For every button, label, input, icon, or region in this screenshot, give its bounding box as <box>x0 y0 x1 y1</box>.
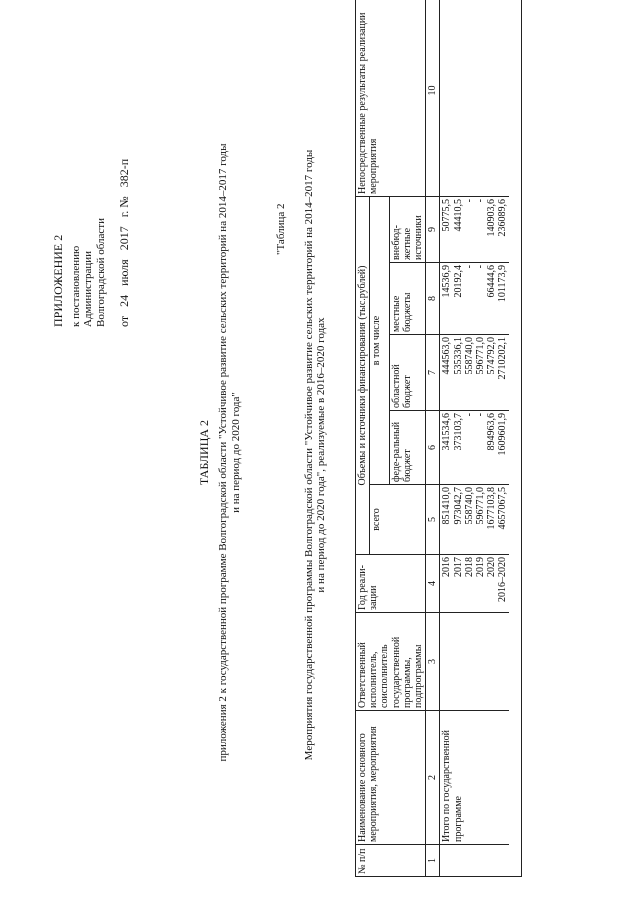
table-cell-value: 44410,5 <box>452 199 464 232</box>
date-day: 24 <box>116 294 131 307</box>
column-number: 7 <box>426 335 440 411</box>
table-cell-value: - <box>463 413 475 417</box>
table-heading <box>198 20 242 885</box>
table-cell-value: 373103,7 <box>452 413 464 451</box>
decree-date-line <box>118 27 132 327</box>
header-num: № п/п <box>356 845 426 877</box>
decree-number: 382-п <box>116 158 131 188</box>
financing-table <box>355 0 522 877</box>
row-results-cell <box>440 0 510 197</box>
column-number: 1 <box>426 845 440 877</box>
table-cell-value: 1609601,9 <box>497 413 509 456</box>
date-year: 2017 <box>116 226 131 251</box>
table-cell-value: - <box>474 199 486 203</box>
table-cell-value: 20192,4 <box>452 265 464 298</box>
table-cell-value: 1677103,8 <box>486 487 498 530</box>
appendix-line: Волгоградской области <box>95 218 108 327</box>
table-cell-value: 596771,0 <box>474 337 486 375</box>
table-cell-value: 444563,0 <box>441 337 453 375</box>
table-cell-value: 140903,6 <box>486 199 498 237</box>
column-number: 10 <box>426 0 440 197</box>
column-number-row <box>426 0 440 877</box>
date-month: июля <box>116 259 131 286</box>
appendix-line: к постановлению <box>69 245 82 327</box>
activities-heading-line: Мероприятия государственной программы Волгоградской области "Устойчивое развитие сельских территорий на 2014–2017 годы <box>303 149 315 761</box>
table-cell-value: 574792,0 <box>486 337 498 375</box>
table-cell-value: 851410,0 <box>441 487 453 525</box>
table-cell-value: 2020 <box>486 557 498 577</box>
table-cell-value: 2017 <box>452 557 464 577</box>
header-total: всего <box>370 485 426 555</box>
column-number: 9 <box>426 197 440 263</box>
row-executor-cell <box>440 613 510 711</box>
table-heading-line: и на период до 2020 года" <box>229 392 242 513</box>
header-federal: феде-ральный бюджет <box>389 411 426 485</box>
table-cell-value: 2019 <box>474 557 486 577</box>
header-results: Непосредственные результаты реализации мероприятия <box>356 0 426 197</box>
header-regional: областной бюджет <box>389 335 426 411</box>
table-cell-value: - <box>474 265 486 269</box>
header-name: Наименование основного мероприятия, мероприятия <box>356 711 426 845</box>
table-row <box>440 0 510 877</box>
table-bottom-row <box>509 0 522 877</box>
column-number: 5 <box>426 485 440 555</box>
column-number: 6 <box>426 411 440 485</box>
table-cell-value: - <box>463 199 475 203</box>
header-volumes: Объемы и источники финансирования (тыс.рублей) <box>356 197 370 555</box>
appendix-title: ПРИЛОЖЕНИЕ 2 <box>51 234 65 327</box>
header-year: Год реали-зации <box>356 555 426 613</box>
header-executor: Ответственный исполнитель, соисполнитель государственной программы, подпрограммы <box>356 613 426 711</box>
table-cell-value: 973042,7 <box>452 487 464 525</box>
row-regional-cell <box>440 335 510 411</box>
table-cell-value: 596771,0 <box>474 487 486 525</box>
table-cell-value: 558740,0 <box>463 487 475 525</box>
table-cell-value: 341534,6 <box>441 413 453 451</box>
header-including: в том числе <box>370 197 389 485</box>
table-cell-value: 535336,1 <box>452 337 464 375</box>
table-cell-value: 558740,0 <box>463 337 475 375</box>
row-num-cell <box>440 845 510 877</box>
table-cell-value: 2710202,1 <box>497 337 509 380</box>
date-prefix: от <box>116 315 131 327</box>
row-federal-cell <box>440 411 510 485</box>
activities-heading <box>303 20 328 890</box>
table-cell-value: 14536,9 <box>441 265 453 298</box>
column-number: 3 <box>426 613 440 711</box>
appendix-line: Администрации <box>82 250 95 327</box>
row-name-cell: Итого по государственной программе <box>440 711 510 845</box>
row-extra-cell <box>440 197 510 263</box>
table-label: "Таблица 2 <box>275 203 287 255</box>
date-suffix: г. № <box>116 196 131 218</box>
table-cell-value: - <box>463 265 475 269</box>
table-cell-value: 4657067,5 <box>497 487 509 530</box>
table-cell-value: - <box>474 413 486 417</box>
appendix-block <box>52 27 132 327</box>
row-years-cell <box>440 555 510 613</box>
column-number: 4 <box>426 555 440 613</box>
row-local-cell <box>440 263 510 335</box>
table-cell-value: 2016 <box>441 557 453 577</box>
activities-heading-line: и на период до 2020 года", реализуемые в 2016–2020 годах <box>315 317 328 593</box>
header-local: местные бюджеты <box>389 263 426 335</box>
table-cell-value: 894963,6 <box>486 413 498 451</box>
table-heading-title: ТАБЛИЦА 2 <box>197 419 211 486</box>
table-cell-value: 50775,5 <box>441 199 453 232</box>
header-extra: внебюд-жетные источники <box>389 197 426 263</box>
table-cell-value: 2016–2020 <box>497 557 509 602</box>
table-cell-value: 101173,9 <box>497 265 509 303</box>
row-total-cell <box>440 485 510 555</box>
table-cell-value: 2018 <box>463 557 475 577</box>
table-cell-value: 66444,6 <box>486 265 498 298</box>
column-number: 2 <box>426 711 440 845</box>
table-cell-value: 236089,6 <box>497 199 509 237</box>
header-row <box>356 0 370 877</box>
table-heading-line: приложения 2 к государственной программе Волгоградской области "Устойчивое развитие сельских территорий на 2014–2017 годы <box>217 143 230 762</box>
column-number: 8 <box>426 263 440 335</box>
table-bottom-border <box>509 0 522 877</box>
